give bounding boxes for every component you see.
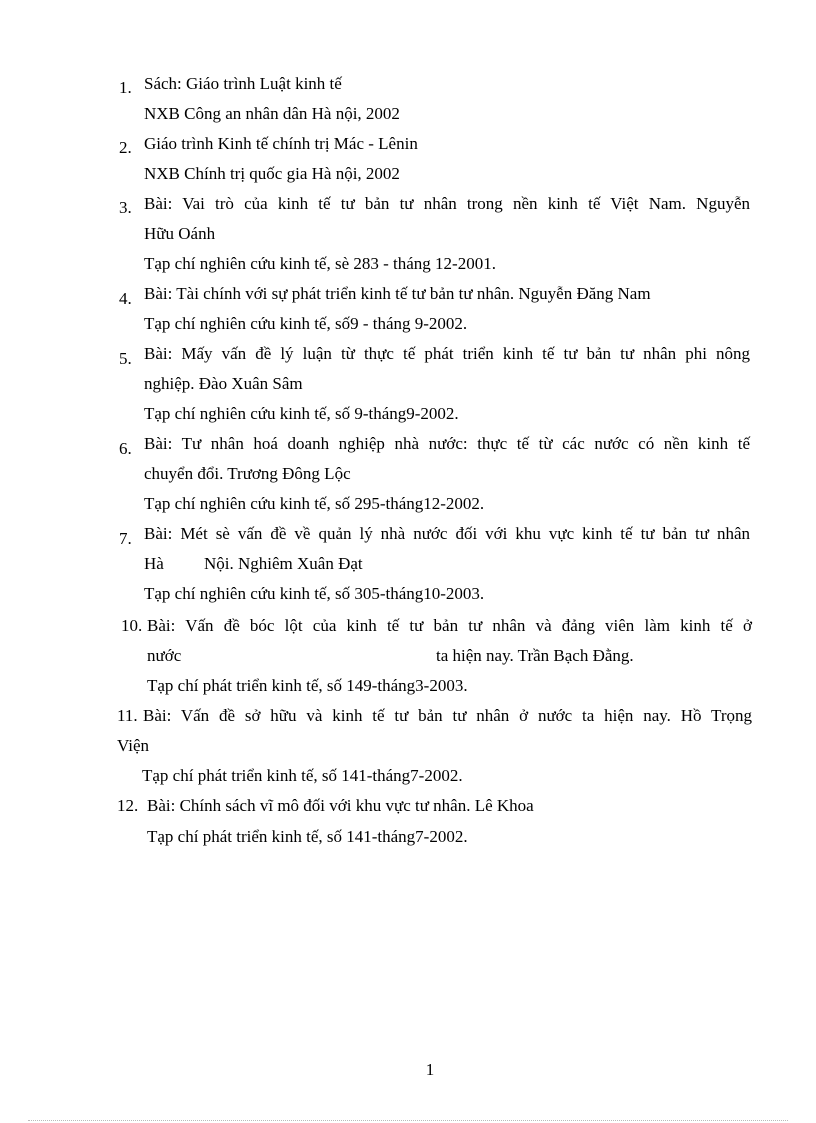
ref-number: 12.: [117, 796, 139, 815]
ref-title: Bài: Vấn đề sở hữu và kinh tế tư bản tư nhân ở nước ta hiện nay. Hồ Trọng: [143, 706, 752, 725]
ref-number: 5.: [119, 349, 132, 368]
page-number: 1: [425, 1060, 435, 1079]
ref-number: 1.: [119, 78, 132, 97]
ref-source: NXB Chính trị quốc gia Hà nội, 2002: [144, 164, 400, 183]
ref-title: Giáo trình Kinh tế chính trị Mác - Lênin: [144, 134, 418, 153]
ref-source: Tạp chí nghiên cứu kinh tế, số 295-tháng12-2002.: [144, 494, 485, 513]
ref-title: Bài: Tư nhân hoá doanh nghiệp nhà nước: thực tế từ các nước có nền kinh tế: [144, 434, 750, 453]
ref-title: Bài: Tài chính với sự phát triển kinh tế tư bản tư nhân. Nguyễn Đăng Nam: [144, 284, 651, 303]
ref-source: Tạp chí nghiên cứu kinh tế, sè 283 - tháng 12-2001.: [144, 254, 496, 273]
ref-number: 2.: [119, 138, 132, 157]
ref-title-cont: Nội. Nghiêm Xuân Đạt: [204, 554, 363, 573]
ref-title-cont: Hữu Oánh: [144, 224, 216, 243]
ref-source: Tạp chí phát triển kinh tế, số 149-tháng3-2003.: [147, 676, 468, 695]
ref-title-cont: Hà: [144, 554, 164, 573]
page-divider: [28, 1120, 788, 1121]
ref-source: Tạp chí nghiên cứu kinh tế, số 9-tháng9-2002.: [144, 404, 459, 423]
ref-number: 3.: [119, 198, 132, 217]
ref-source: Tạp chí phát triển kinh tế, số 141-tháng7-2002.: [147, 827, 468, 846]
ref-title: Bài: Vai trò của kinh tế tư bản tư nhân trong nền kinh tế Việt Nam. Nguyễn: [144, 194, 750, 213]
ref-title-cont: nước: [147, 646, 182, 665]
ref-title: Bài: Mét sè vấn đề về quản lý nhà nước đối với khu vực kinh tế tư bản tư nhân: [144, 524, 750, 543]
ref-number: 7.: [119, 529, 132, 548]
ref-title-cont: Viện: [117, 736, 150, 755]
ref-number: 4.: [119, 289, 132, 308]
ref-source: Tạp chí phát triển kinh tế, số 141-tháng7-2002.: [142, 766, 463, 785]
ref-source: NXB Công an nhân dân Hà nội, 2002: [144, 104, 400, 123]
ref-title: Sách: Giáo trình Luật kinh tế: [144, 74, 342, 93]
ref-number: 11.: [117, 706, 138, 725]
ref-source: Tạp chí nghiên cứu kinh tế, số9 - tháng 9-2002.: [144, 314, 468, 333]
ref-title-cont: chuyển đổi. Trương Đông Lộc: [144, 464, 351, 483]
ref-number: 6.: [119, 439, 132, 458]
ref-source: Tạp chí nghiên cứu kinh tế, số 305-tháng10-2003.: [144, 584, 485, 603]
ref-title: Bài: Vấn đề bóc lột của kinh tế tư bản tư nhân và đảng viên làm kinh tế ở: [147, 616, 752, 635]
ref-title: Bài: Chính sách vĩ mô đối với khu vực tư nhân. Lê Khoa: [147, 796, 534, 815]
ref-number: 10.: [121, 616, 143, 635]
ref-title-cont: ta hiện nay. Trần Bạch Đằng.: [436, 646, 634, 665]
ref-title-cont: nghiệp. Đào Xuân Sâm: [144, 374, 303, 393]
ref-title: Bài: Mấy vấn đề lý luận từ thực tế phát triển kinh tế tư bản tư nhân phi nông: [144, 344, 750, 363]
